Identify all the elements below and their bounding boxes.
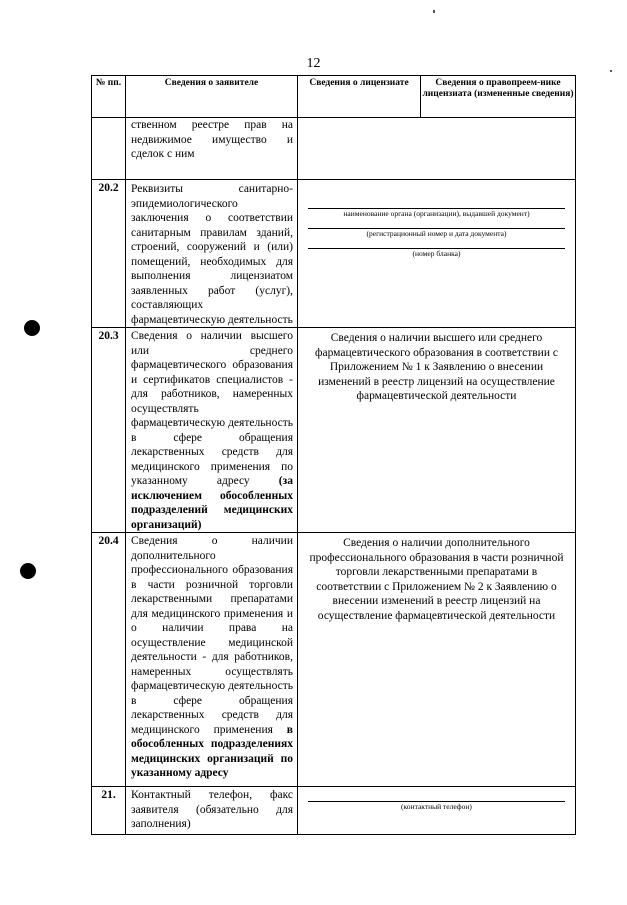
table-row bbox=[92, 328, 576, 533]
punch-hole-bottom bbox=[20, 563, 36, 579]
applicant-cell bbox=[126, 328, 298, 533]
row-number: 20.2 bbox=[92, 180, 126, 328]
col-header-successor: Сведения о правопреем-нике лицензиата (измененные сведения) bbox=[421, 76, 576, 118]
col-header-applicant: Сведения о заявителе bbox=[126, 76, 298, 118]
table-header-row bbox=[92, 76, 576, 118]
applicant-text: Сведения о наличии высшего или среднего фармацевтического образования и сертификатов специалистов - для работников, намеренных осуществлять фармацевтическую деятельность в сфере обращения лекарственных средств для медицинского применения по указанному адресу bbox=[131, 330, 293, 487]
applicant-text: Сведения о наличии дополнительного профессионального образования в части розничной торговли лекарственными препаратами для медицинского применения и о наличии права на осуществление медицинской деятельности - для работников, намеренных осуществлять фармацевтическую деятельность в сфере обращения лекарственных средств для медицинского применения bbox=[131, 535, 293, 736]
scan-speck bbox=[610, 70, 612, 72]
punch-hole-top bbox=[24, 320, 40, 336]
applicant-text-bold: в обособленных подразделениях медицинских организаций по указанному адресу bbox=[131, 723, 293, 779]
applicant-cell: Реквизиты санитарно-эпидемиологического заключения о соответствии санитарным правилам зданий, строений, сооружений и (или) помещений, необходимых для выполнения лицензиатом заявленных работ (услуг), составляющих фармацевтическую деятельность bbox=[126, 180, 298, 328]
table-row bbox=[92, 787, 576, 835]
licensee-cell bbox=[298, 118, 576, 180]
page-number: 12 bbox=[306, 56, 321, 71]
table-row bbox=[92, 533, 576, 787]
table-row bbox=[92, 180, 576, 328]
field-caption: (контактный телефон) bbox=[401, 802, 472, 811]
col-header-number: № пп. bbox=[92, 76, 126, 118]
col-header-licensee: Сведения о лицензиате bbox=[298, 76, 421, 118]
scan-speck bbox=[433, 10, 435, 13]
row-number bbox=[92, 118, 126, 180]
row-number: 20.4 bbox=[92, 533, 126, 787]
applicant-text-bold: (за исключением обособленных подразделений медицинских организаций) bbox=[131, 475, 293, 531]
applicant-cell: Контактный телефон, факс заявителя (обязательно для заполнения) bbox=[126, 787, 298, 835]
field-caption: (регистрационный номер и дата документа) bbox=[366, 229, 507, 238]
applicant-cell bbox=[126, 533, 298, 787]
row-number: 20.3 bbox=[92, 328, 126, 533]
licensee-cell: Сведения о наличии высшего или среднего фармацевтического образования в соответствии с Приложением № 1 к Заявлению о внесении изменений в реестр лицензий на осуществление фармацевтической деятельности bbox=[298, 328, 576, 533]
applicant-cell: ственном реестре прав на недвижимое имущество и сделок с ним bbox=[126, 118, 298, 180]
license-form-table bbox=[91, 75, 576, 835]
row-number: 21. bbox=[92, 787, 126, 835]
licensee-cell bbox=[298, 787, 576, 835]
field-caption: (номер бланка) bbox=[412, 249, 461, 258]
field-caption: наименование органа (организации), выдавшей документ) bbox=[343, 209, 530, 218]
table-row bbox=[92, 118, 576, 180]
licensee-cell: Сведения о наличии дополнительного профессионального образования в части розничной торговли лекарственными препаратами в соответствии с Приложением № 2 к Заявлению о внесении изменений в реестр лицензий на осуществление фармацевтической деятельности bbox=[298, 533, 576, 787]
licensee-cell bbox=[298, 180, 576, 328]
